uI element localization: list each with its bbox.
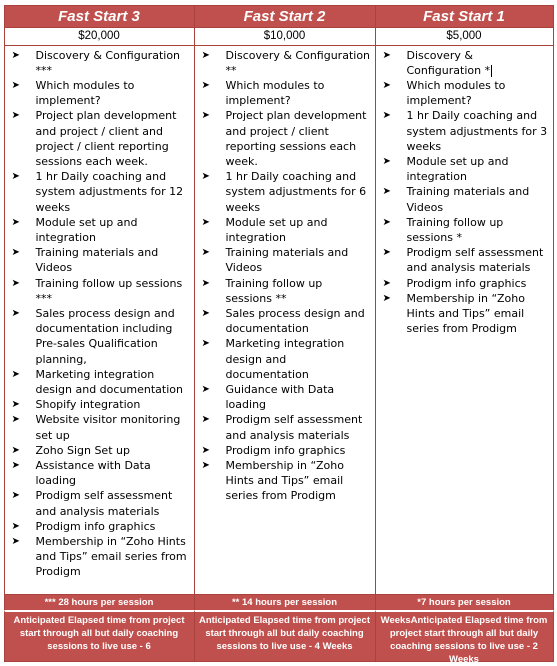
arrow-bullet-icon: ➤ [201, 444, 210, 456]
list-item [378, 108, 549, 154]
list-item-text: Zoho Sign Set up [35, 443, 130, 457]
arrow-bullet-icon: ➤ [201, 110, 210, 122]
price-fast-start-3: $20,000 [4, 27, 195, 46]
arrow-bullet-icon: ➤ [201, 247, 210, 259]
list-item [7, 108, 190, 169]
list-item [197, 412, 371, 442]
list-item [197, 276, 371, 306]
arrow-bullet-icon: ➤ [11, 520, 20, 532]
list-item-text: Module set up and integration [225, 215, 328, 244]
price-fast-start-1: $5,000 [375, 27, 554, 46]
arrow-bullet-icon: ➤ [11, 536, 20, 547]
list-item-text: Sales process design and documentation [225, 306, 365, 336]
arrow-bullet-icon: ➤ [382, 49, 391, 61]
list-item-text: Sales process design and documentation including Pre-sales Qualification planning, [35, 306, 175, 366]
list-item-text: Which modules to implement? [225, 78, 325, 108]
list-item-text: Assistance with Data loading [35, 458, 151, 488]
list-item [7, 367, 190, 397]
arrow-bullet-icon: ➤ [382, 155, 391, 167]
list-item-text: Which modules to implement? [35, 78, 135, 108]
list-item [7, 169, 190, 215]
list-item [197, 169, 371, 215]
list-item [378, 215, 549, 245]
list-item [197, 336, 371, 382]
arrow-bullet-icon: ➤ [201, 49, 210, 61]
feature-list [197, 48, 371, 504]
list-item-text: Training follow up sessions *** [35, 276, 183, 305]
arrow-bullet-icon: ➤ [11, 171, 20, 183]
column-header-fast-start-1: Fast Start 1 [375, 5, 554, 28]
arrow-bullet-icon: ➤ [382, 79, 391, 91]
list-item-text: Shopify integration [35, 398, 141, 412]
arrow-bullet-icon: ➤ [11, 307, 20, 319]
arrow-bullet-icon: ➤ [11, 247, 20, 259]
list-item-text: Guidance with Data loading [225, 382, 335, 412]
list-item [7, 397, 190, 412]
arrow-bullet-icon: ➤ [11, 110, 20, 122]
list-item-text: Prodigm info graphics [225, 443, 346, 457]
list-item [7, 443, 190, 458]
list-item-text: Project plan development and project / client reporting sessions each week. [225, 109, 367, 168]
hours-fast-start-1: *7 hours per session [375, 594, 554, 611]
text-cursor [491, 65, 492, 77]
elapsed-fast-start-1: WeeksAnticipated Elapsed time from project start through all but daily coaching sessions to live use - 2 Weeks [375, 610, 554, 662]
list-item-text: Website visitor monitoring set up [35, 413, 181, 442]
list-item [378, 245, 549, 275]
list-item-text: Prodigm self assessment and analysis materials [406, 246, 544, 275]
column-header-fast-start-2: Fast Start 2 [194, 5, 376, 28]
arrow-bullet-icon: ➤ [201, 383, 210, 395]
list-item [197, 245, 371, 275]
arrow-bullet-icon: ➤ [382, 247, 391, 259]
list-item [7, 78, 190, 108]
arrow-bullet-icon: ➤ [201, 414, 210, 426]
arrow-bullet-icon: ➤ [11, 216, 20, 228]
feature-list [7, 48, 190, 580]
arrow-bullet-icon: ➤ [11, 444, 20, 456]
list-item-text: Training materials and Videos [35, 246, 159, 275]
list-item [378, 154, 549, 184]
column-header-fast-start-3: Fast Start 3 [4, 5, 195, 28]
arrow-bullet-icon: ➤ [11, 49, 20, 61]
list-item-text: 1 hr Daily coaching and system adjustments for 12 weeks [35, 170, 184, 214]
list-item [197, 108, 371, 169]
arrow-bullet-icon: ➤ [201, 459, 210, 471]
list-item-text: Prodigm info graphics [406, 276, 527, 290]
list-item [197, 306, 371, 336]
list-item-text: Discovery & Configuration * [406, 48, 491, 77]
arrow-bullet-icon: ➤ [382, 292, 391, 304]
list-item [7, 519, 190, 534]
list-item [197, 78, 371, 108]
price-fast-start-2: $10,000 [194, 27, 376, 46]
list-item [378, 78, 549, 108]
arrow-bullet-icon: ➤ [201, 277, 210, 289]
hours-fast-start-2: ** 14 hours per session [194, 594, 376, 611]
arrow-bullet-icon: ➤ [201, 307, 210, 319]
list-item-text: Marketing integration design and documentation [225, 337, 345, 381]
list-item-text: Prodigm info graphics [35, 519, 156, 533]
features-fast-start-1[interactable] [375, 45, 554, 595]
list-item [378, 276, 549, 291]
arrow-bullet-icon: ➤ [11, 399, 20, 411]
list-item [197, 443, 371, 458]
list-item [7, 534, 190, 580]
list-item-text: Module set up and integration [35, 215, 138, 244]
arrow-bullet-icon: ➤ [201, 216, 210, 228]
list-item-text: Prodigm self assessment and analysis materials [35, 489, 173, 518]
list-item-text: Membership in “Zoho Hints and Tips” email series from Prodigm [225, 458, 344, 503]
list-item [7, 215, 190, 245]
list-item-text: Which modules to implement? [406, 78, 506, 108]
elapsed-fast-start-2: Anticipated Elapsed time from project start through all but daily coaching sessions to live use - 4 Weeks [194, 610, 376, 662]
arrow-bullet-icon: ➤ [11, 277, 20, 289]
list-item-text: Training follow up sessions * [406, 215, 504, 244]
arrow-bullet-icon: ➤ [201, 79, 210, 91]
list-item-text: 1 hr Daily coaching and system adjustments for 3 weeks [406, 109, 548, 153]
list-item [378, 291, 549, 337]
list-item [7, 458, 190, 488]
list-item [197, 382, 371, 412]
list-item [7, 48, 190, 78]
arrow-bullet-icon: ➤ [11, 414, 20, 426]
list-item [378, 48, 549, 78]
arrow-bullet-icon: ➤ [382, 186, 391, 198]
arrow-bullet-icon: ➤ [11, 368, 20, 380]
arrow-bullet-icon: ➤ [11, 79, 20, 91]
list-item [197, 458, 371, 504]
arrow-bullet-icon: ➤ [11, 459, 20, 471]
list-item-text: Discovery & Configuration ** [225, 48, 371, 77]
pricing-table [4, 5, 553, 665]
elapsed-fast-start-3: Anticipated Elapsed time from project start through all but daily coaching sessions to live use - 6 [4, 610, 195, 662]
features-fast-start-3[interactable] [4, 45, 195, 595]
list-item-text: 1 hr Daily coaching and system adjustments for 6 weeks [225, 170, 367, 214]
list-item [197, 48, 371, 78]
list-item-text: Membership in “Zoho Hints and Tips” email series from Prodigm [35, 535, 187, 579]
features-fast-start-2[interactable] [194, 45, 376, 595]
list-item [7, 412, 190, 442]
list-item-text: Marketing integration design and documentation [35, 367, 183, 396]
hours-fast-start-3: *** 28 hours per session [4, 594, 195, 611]
list-item-text: Training follow up sessions ** [225, 276, 323, 305]
list-item-text: Membership in “Zoho Hints and Tips” email series from Prodigm [406, 291, 525, 336]
arrow-bullet-icon: ➤ [382, 277, 391, 289]
list-item-text: Project plan development and project / client and project / client reporting sessions each week. [35, 109, 177, 168]
arrow-bullet-icon: ➤ [382, 216, 391, 228]
list-item-text: Training materials and Videos [225, 246, 349, 275]
arrow-bullet-icon: ➤ [201, 171, 210, 183]
arrow-bullet-icon: ➤ [11, 490, 20, 502]
list-item [7, 488, 190, 518]
list-item-text: Training materials and Videos [406, 185, 530, 214]
arrow-bullet-icon: ➤ [201, 338, 210, 350]
list-item [7, 306, 190, 367]
feature-list [378, 48, 549, 337]
list-item [197, 215, 371, 245]
list-item [7, 245, 190, 275]
list-item [7, 276, 190, 306]
list-item [378, 184, 549, 214]
arrow-bullet-icon: ➤ [382, 110, 391, 122]
list-item-text: Prodigm self assessment and analysis materials [225, 413, 363, 442]
list-item-text: Discovery & Configuration *** [35, 48, 181, 77]
list-item-text: Module set up and integration [406, 154, 509, 184]
